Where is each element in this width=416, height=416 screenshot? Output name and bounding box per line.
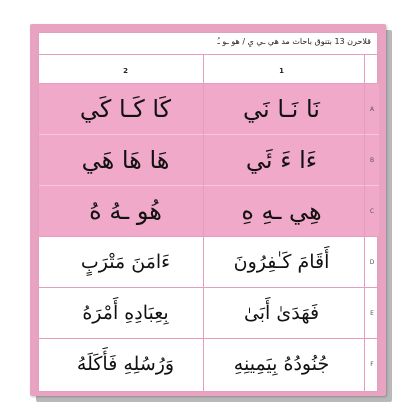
cell-col2: هَا هَا هَي — [81, 146, 170, 174]
row-label: A — [369, 105, 375, 113]
row-label: F — [370, 360, 374, 368]
workbook — [30, 24, 390, 400]
cell-col2: بِعِبَادِهِ أَمْرَهُ — [82, 302, 169, 324]
label-column-divider — [364, 55, 365, 393]
workbook-page — [30, 24, 386, 396]
table-row — [39, 339, 379, 389]
row-label: D — [369, 258, 375, 266]
cell-col2: وَرُسُلِهِ فَأَكَلَهُ — [76, 353, 175, 375]
exercise-panel — [38, 32, 378, 392]
column-header-1: 1 — [279, 67, 284, 75]
table-row — [39, 288, 379, 338]
table-row — [39, 237, 379, 287]
row-label: E — [370, 309, 374, 317]
cell-col2: ءَامَنَ مَتْرَبٍ — [80, 251, 171, 273]
cell-col1: فَهَدَىٰ أَبَىٰ — [243, 302, 320, 324]
column-header-2: 2 — [123, 67, 128, 75]
table-row — [39, 186, 379, 236]
column-divider — [203, 55, 204, 393]
table-row — [39, 84, 379, 134]
cell-col1: نَا نَـا نَي — [243, 95, 320, 123]
cell-col1: ءَا ءَ ئَي — [245, 146, 318, 174]
cell-col1: أَقَامَ كَـٰفِرُونَ — [233, 251, 330, 273]
page-title: قلاحرن 13 بتنوق باحاث مد هي ـي يِ / هو ـو ـُ — [39, 33, 379, 55]
row-label: B — [369, 156, 375, 164]
table-row — [39, 135, 379, 185]
cell-col1: هِي ـهِ هِ — [241, 197, 322, 225]
cell-col1: جُنُودُهُ بِيَمِينِهِ — [233, 353, 330, 375]
cell-col2: كَا كَـا كَي — [79, 95, 172, 123]
row-label: C — [369, 207, 375, 215]
cell-col2: هُو ـهُ هُ — [89, 197, 162, 225]
